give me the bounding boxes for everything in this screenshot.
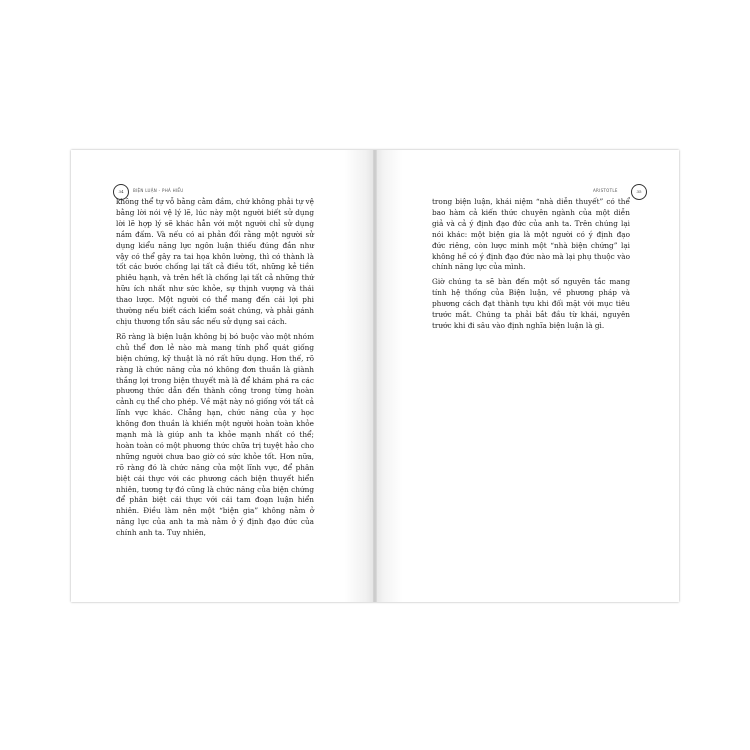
left-running-head: BIỆN LUẬN - PHÁ HIỂU: [133, 188, 184, 193]
paragraph: Rõ ràng là biện luận không bị bó buộc vào một nhóm chủ thể đơn lẻ nào mà mang tính phổ quát giống biện chứng, kỹ thuật là nó rất hữu dụng. Hơn thế, rõ ràng là chức năng của nó không đơn thuần là giành thắng lợi trong biện thuyết mà là để khám phá ra các phương thức dẫn đến thành công trong từng hoàn cảnh cụ thể cho phép. Về mặt này nó giống với tất cả lĩnh vực khác. Chẳng hạn, chức năng của y học không đơn thuần là khiến một người hoàn toàn khỏe mạnh mà là giúp anh ta khỏe mạnh nhất có thể; hoàn toàn có một phương thức chữa trị tuyệt hảo cho những người chưa bao giờ có sức khỏe tốt. Hơn nữa, rõ ràng đó là chức năng của một lĩnh vực, để phân biệt cái thực với các phương cách biện thuyết hiển nhiên, tương tự đó cũng là chức năng của biện chứng để phân biệt cái thực với cái tam đoạn luận hiển nhiên. Điều làm nên một “biện gia” không nằm ở năng lực của anh ta mà nằm ở ý định đạo đức của chính anh ta. Tuy nhiên,: [116, 331, 314, 538]
right-running-head: ARISTOTLE: [593, 188, 618, 193]
left-body-text: [116, 197, 314, 539]
right-body-text: [432, 197, 630, 332]
open-book: [71, 150, 679, 602]
right-page-number: 35: [631, 184, 647, 200]
paragraph: không thể tự vỗ bằng cằm đầm, chứ không phải tự vệ bằng lời nói vệ lý lẽ, lúc này một người biết sử dụng lời lẽ hợp lý sẽ khác hẳn với một người chỉ sử dụng nắm đấm. Và nếu có ai phản đối rằng một người sử dụng kiểu năng lực ngôn luận thiếu đúng đắn như vậy có thể gây ra tai họa khôn lường, thì có thành là tốt các bước chống lại tất cả điều tốt, những kẻ tiền phiêu hạnh, và trên hết là chống lại tất cả những thứ hữu ích nhất như sức khỏe, sự thịnh vượng và thái thao lược. Một người có thể mang đến cái lợi phi thường nếu biết cách kiểm soát chúng, và phải gánh chịu thương tổn sâu sắc nếu sử dụng sai cách.: [116, 197, 314, 326]
book-spine: [373, 150, 377, 602]
left-page-number: 34: [113, 184, 129, 200]
left-page: [71, 150, 375, 602]
paragraph: trong biện luận, khái niệm “nhà diễn thuyết” có thể bao hàm cả kiến thức chuyên ngành của một diễn giả và cả ý định đạo đức của anh ta. Trên chúng lại nói khác: một biện gia là một người có ý định đạo đức riêng, còn lược minh một “nhà biện chứng” lại không hề có ý định đạo đức nào mà lại phụ thuộc vào chính năng lực của mình.: [432, 197, 630, 272]
right-page: [375, 150, 679, 602]
paragraph: Giờ chúng ta sẽ bàn đến một số nguyên tắc mang tính hệ thống của Biện luận, về phương pháp và phương cách đạt thành tựu khi đối mặt với mục tiêu trước mắt. Chúng ta phải bắt đầu từ khái, nguyên trước khi đi sâu vào định nghĩa biện luận là gì.: [432, 277, 630, 330]
